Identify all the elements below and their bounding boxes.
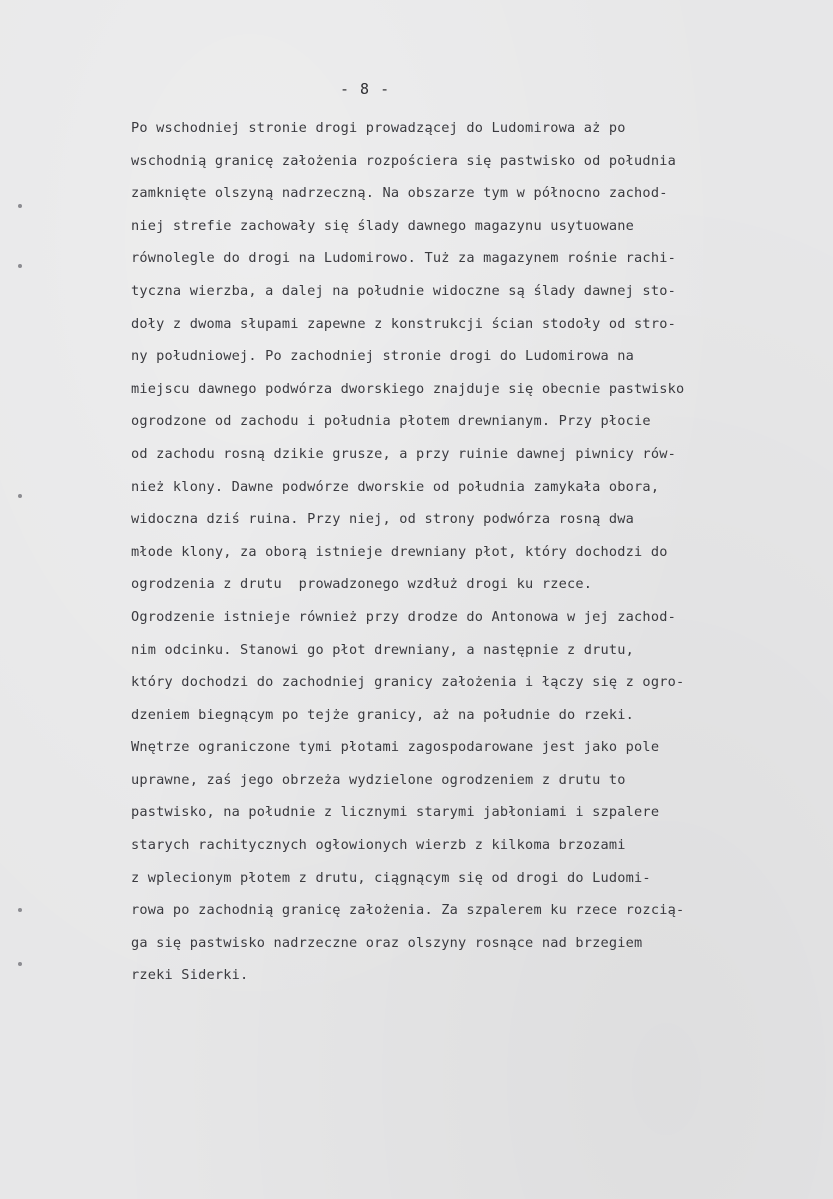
text-line: ogrodzenia z drutu prowadzonego wzdłuż drogi ku rzece. (131, 576, 593, 593)
text-line: pastwisko, na południe z licznymi starymi jabłoniami i szpalere (131, 804, 660, 821)
text-line: starych rachitycznych ogłowionych wierzb z kilkoma brzozami (131, 837, 626, 854)
text-line: doły z dwoma słupami zapewne z konstrukcji ścian stodoły od stro- (131, 315, 676, 332)
margin-punch-mark (18, 494, 22, 498)
margin-punch-mark (18, 962, 22, 966)
margin-punch-mark (18, 204, 22, 208)
text-line: tyczna wierzba, a dalej na południe widoczne są ślady dawnej sto- (131, 282, 676, 299)
text-line: niej strefie zachowały się ślady dawnego magazynu usytuowane (131, 217, 635, 234)
text-line: nim odcinku. Stanowi go płot drewniany, a następnie z drutu, (131, 641, 635, 658)
text-line: ny południowej. Po zachodniej stronie drogi do Ludomirowa na (131, 348, 635, 365)
margin-punch-mark (18, 264, 22, 268)
text-line: od zachodu rosną dzikie grusze, a przy ruinie dawnej piwnicy rów- (131, 445, 676, 462)
text-line: miejscu dawnego podwórza dworskiego znajduje się obecnie pastwisko (131, 380, 685, 397)
text-line: z wplecionym płotem z drutu, ciągnącym się od drogi do Ludomi- (131, 869, 651, 886)
text-line: ogrodzone od zachodu i południa płotem drewnianym. Przy płocie (131, 413, 651, 430)
text-line: zamknięte olszyną nadrzeczną. Na obszarze tym w północno zachod- (131, 185, 668, 202)
text-line: wschodnią granicę założenia rozpościera się pastwisko od południa (131, 152, 676, 169)
margin-punch-mark (18, 908, 22, 912)
text-line: rowa po zachodnią granicę założenia. Za szpalerem ku rzece rozcią- (131, 902, 685, 919)
text-line: widoczna dziś ruina. Przy niej, od strony podwórza rosną dwa (131, 511, 635, 528)
text-line: Ogrodzenie istnieje również przy drodze do Antonowa w jej zachod- (131, 608, 676, 625)
text-line: dzeniem biegnącym po tejże granicy, aż na południe do rzeki. (131, 706, 635, 723)
text-line: Po wschodniej stronie drogi prowadzącej do Ludomirowa aż po (131, 120, 626, 136)
text-line: równolegle do drogi na Ludomirowo. Tuż za magazynem rośnie rachi- (131, 250, 676, 267)
text-line: który dochodzi do zachodniej granicy założenia i łączy się z ogro- (131, 674, 685, 691)
text-line: młode klony, za oborą istnieje drewniany płot, który dochodzi do (131, 543, 668, 560)
text-line: ga się pastwisko nadrzeczne oraz olszyny rosnące nad brzegiem (131, 934, 643, 951)
text-line: nież klony. Dawne podwórze dworskie od południa zamykała obora, (131, 478, 660, 495)
text-line: uprawne, zaś jego obrzeża wydzielone ogrodzeniem z drutu to (131, 771, 626, 788)
page-number: - 8 - (340, 80, 391, 98)
body-text (131, 116, 821, 996)
text-line: rzeki Siderki. (131, 967, 249, 984)
text-line: Wnętrze ograniczone tymi płotami zagospodarowane jest jako pole (131, 739, 660, 756)
